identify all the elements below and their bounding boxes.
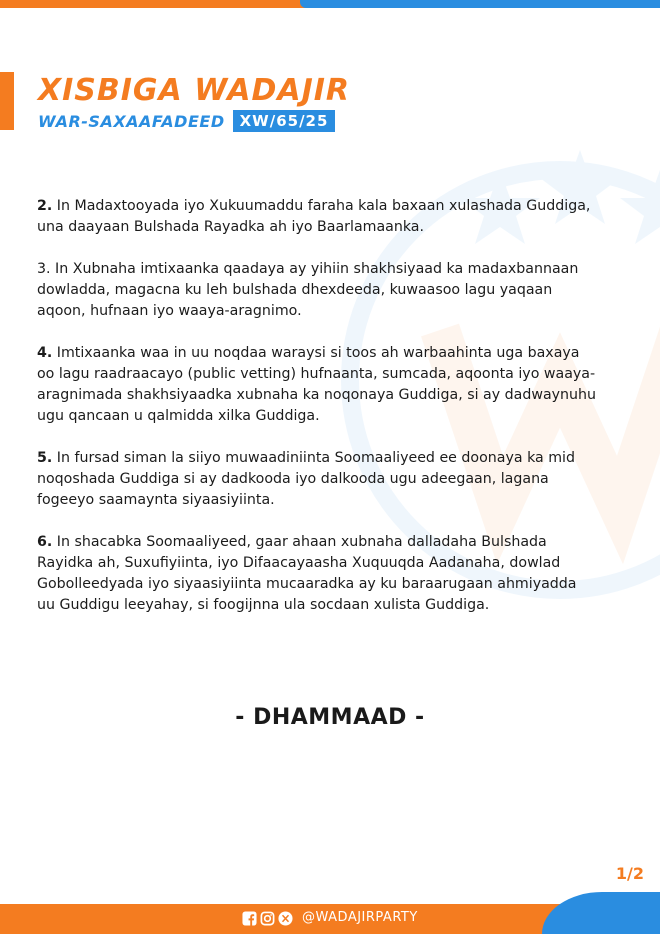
- x-icon[interactable]: [278, 911, 293, 926]
- paragraph-number: 6.: [37, 534, 53, 550]
- paragraph-number: 2.: [37, 198, 53, 214]
- top-blue-stripe: [300, 0, 660, 8]
- press-release-body: [37, 196, 597, 637]
- paragraph-6: [37, 532, 597, 616]
- party-name: XISBIGA WADAJIR: [38, 73, 350, 108]
- paragraph-3: [37, 259, 597, 322]
- paragraph-2: [37, 196, 597, 238]
- footer-blue-accent: [542, 892, 660, 934]
- document-number: XW/65/25: [233, 110, 336, 132]
- instagram-icon[interactable]: [260, 911, 275, 926]
- facebook-icon[interactable]: [242, 911, 257, 926]
- header-accent-bar: [0, 72, 14, 130]
- social-handle[interactable]: @WADAJIRPARTY: [302, 910, 418, 925]
- end-mark: - DHAMMAAD -: [235, 705, 425, 730]
- paragraph-text: In fursad siman la siiyo muwaadiniinta Soomaaliyeed ee doonaya ka mid noqoshada Guddiga si ay dadkooda iyo dalkooda ugu adeegaan, lagana fogeeyo saamaynta siyaasiyiinta.: [37, 450, 576, 508]
- social-links: [242, 909, 418, 927]
- document-type: WAR-SAXAAFADEED: [38, 111, 225, 131]
- paragraph-5: [37, 448, 597, 511]
- paragraph-text: In Madaxtooyada iyo Xukuumaddu faraha kala baxaan xulashada Guddiga, una daayaan Bulshada Rayadka ah iyo Baarlamaanka.: [37, 198, 591, 235]
- paragraph-number: 3.: [37, 261, 51, 277]
- paragraph-text: In Xubnaha imtixaanka qaadaya ay yihiin shakhsiyaad ka madaxbannaan dowladda, magacna ku leh bulshada dhexdeeda, kuwaasoo lagu yaqaan aqoon, hufnaan iyo waaya-aragnimo.: [37, 261, 579, 319]
- paragraph-text: In shacabka Soomaaliyeed, gaar ahaan xubnaha dalladaha Bulshada Rayidka ah, Suxufiyiinta, iyo Difaacayaasha Xuquuqda Aadanaha, dowlad Gobolleedyada iyo siyaasiyiinta mucaaradka ay ku baraarugaan ahmiyadda uu Guddigu leeyahay, si foogijnna ula socdaan xulista Guddiga.: [37, 534, 577, 613]
- paragraph-text: Imtixaanka waa in uu noqdaa waraysi si toos ah warbaahinta uga baxaya oo lagu raadraacayo (public vetting) hufnaanta, sumcada, aqoonta iyo waaya-aragnimada shakhsiyaadka xubnaha ka noqonaya Guddiga, si ay dadwaynuhu ugu qancaan u qalmidda xilka Guddiga.: [37, 345, 597, 424]
- page-number: 1/2: [615, 864, 644, 883]
- document-subtitle: [38, 110, 335, 132]
- paragraph-4: [37, 343, 597, 427]
- paragraph-number: 4.: [37, 345, 53, 361]
- paragraph-number: 5.: [37, 450, 53, 466]
